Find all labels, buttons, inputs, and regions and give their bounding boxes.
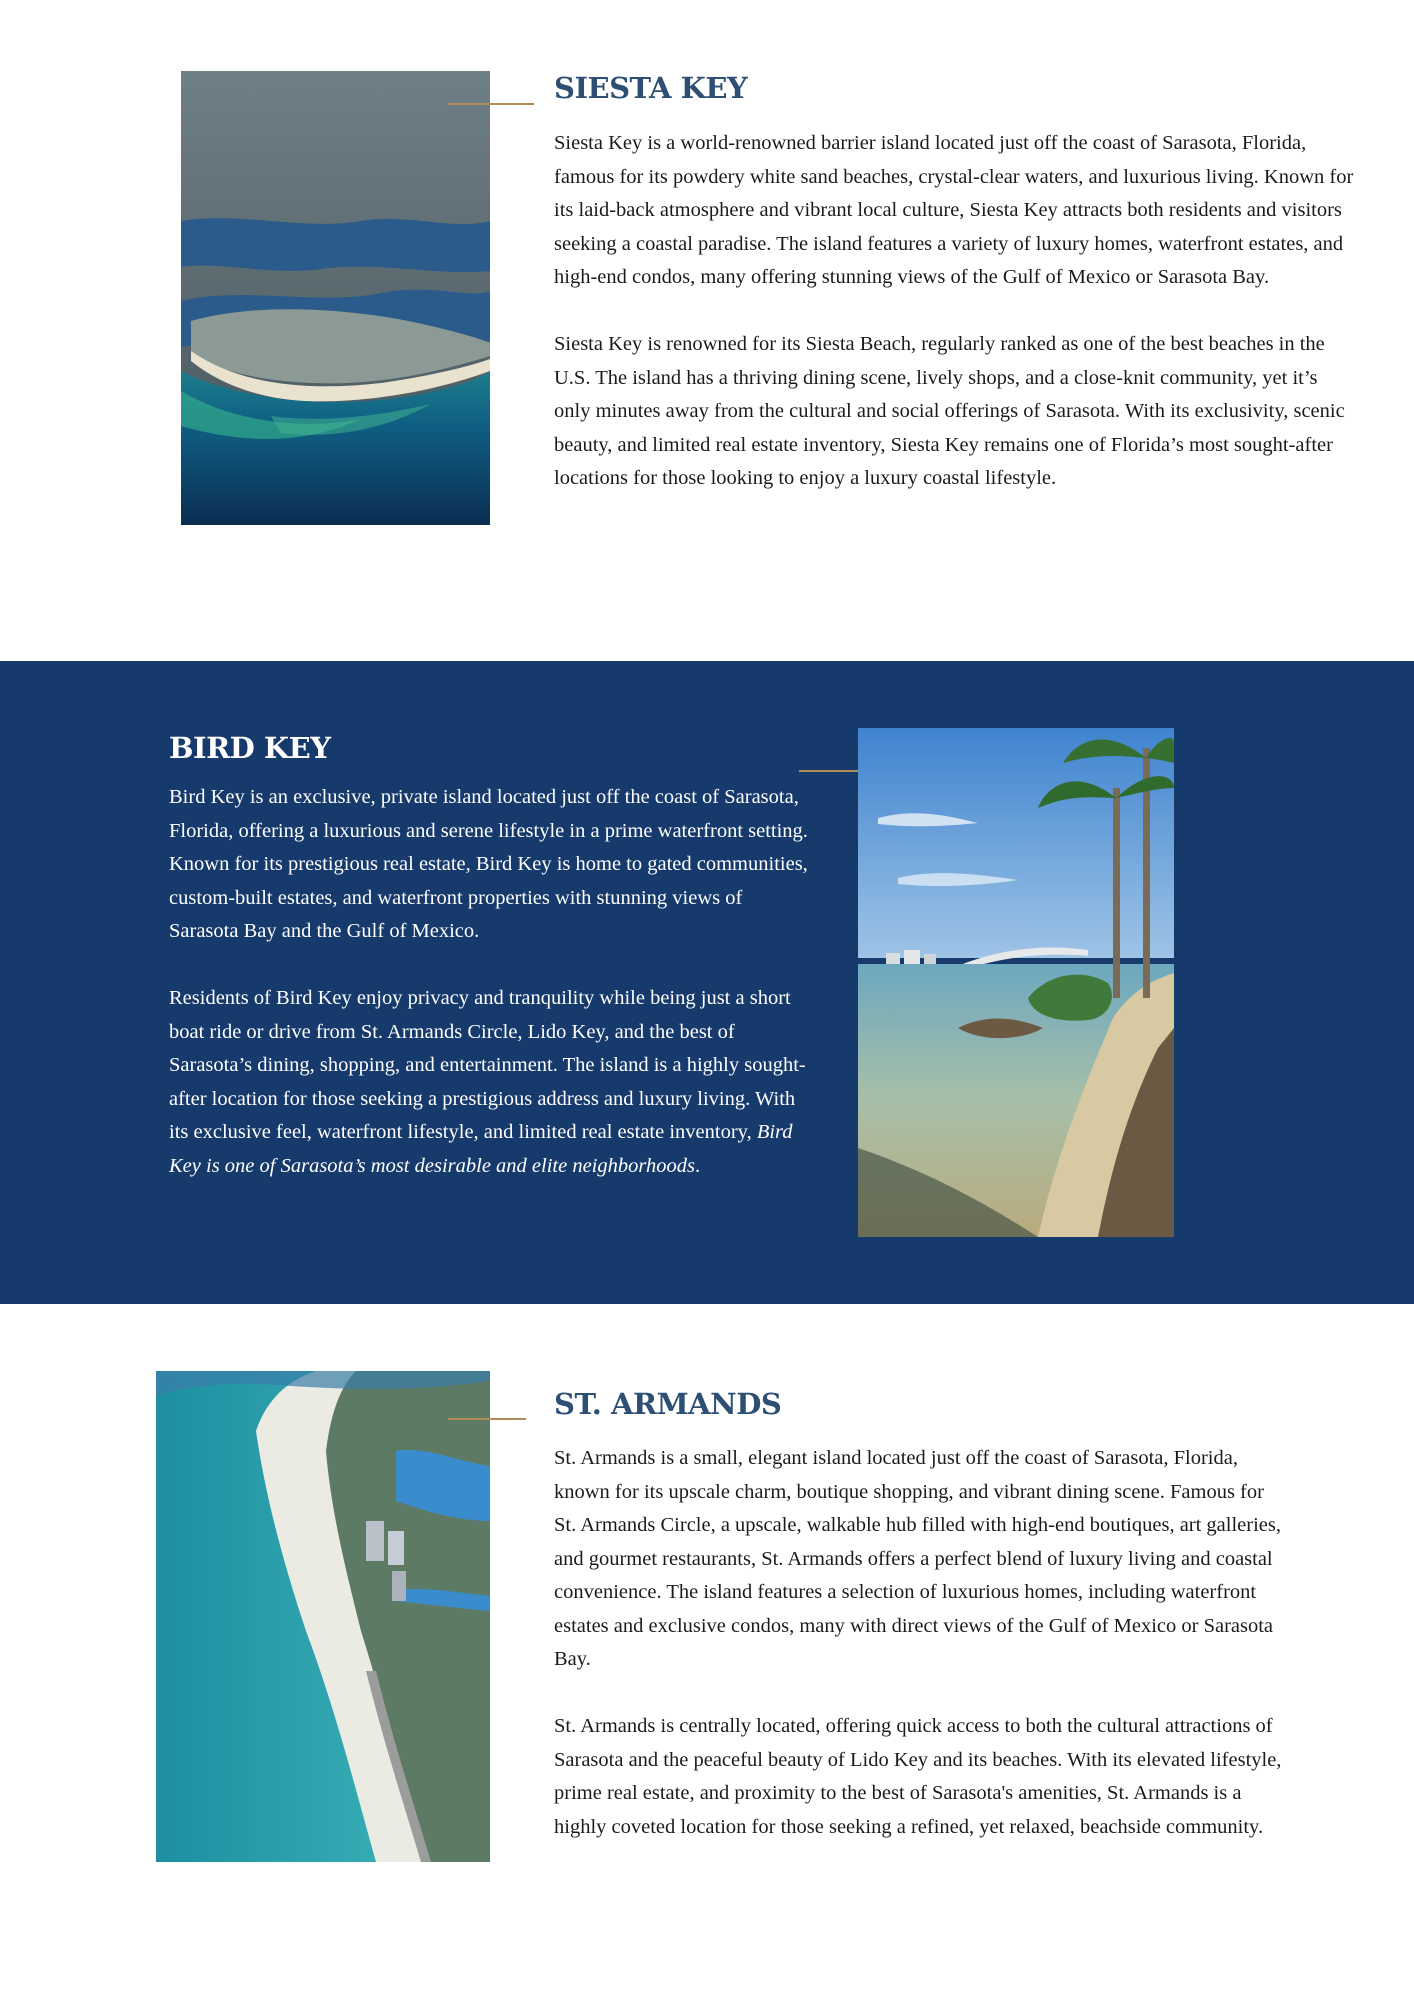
section-body	[169, 781, 809, 1183]
section-title: SIESTA KEY	[554, 71, 748, 105]
paragraph-end: .	[694, 1154, 701, 1177]
paragraph: St. Armands is centrally located, offering quick access to both the cultural attractions of Sarasota and the peaceful beauty of Lido Key and its beaches. With its elevated lifestyle, prime real estate, and proximity to the best of Sarasota's amenities, St. Armands is a highly coveted location for those seeking a refined, yet relaxed, beachside community.	[554, 1715, 1282, 1838]
siesta-key-aerial-photo	[181, 71, 490, 525]
siesta-key-section	[0, 0, 1414, 661]
bird-key-shoreline-photo	[858, 728, 1174, 1237]
emphasized-text: Bird Key is one of Sarasota’s most desirable and elite neighborhoods	[169, 1121, 793, 1177]
accent-rule	[448, 1418, 526, 1420]
section-body	[554, 127, 1354, 496]
bird-key-section	[0, 661, 1414, 1304]
st-armands-aerial-photo	[156, 1371, 490, 1862]
st-armands-section	[0, 1304, 1414, 2000]
paragraph: Siesta Key is renowned for its Siesta Beach, regularly ranked as one of the best beaches in the U.S. The island has a thriving dining scene, lively shops, and a close-knit community, yet it’s only minutes away from the cultural and social offerings of Sarasota. With its exclusivity, scenic beauty, and limited real estate inventory, Siesta Key remains one of Florida’s most sought-after locations for those looking to enjoy a luxury coastal lifestyle.	[554, 333, 1345, 489]
accent-rule	[448, 103, 534, 105]
paragraph: St. Armands is a small, elegant island located just off the coast of Sarasota, Florida, known for its upscale charm, boutique shopping, and vibrant dining scene. Famous for St. Armands Circle, a upscale, walkable hub filled with high-end boutiques, art galleries, and gourmet restaurants, St. Armands offers a perfect blend of luxury living and coastal convenience. The island features a selection of luxurious homes, including waterfront estates and exclusive condos, many with direct views of the Gulf of Mexico or Sarasota Bay.	[554, 1447, 1281, 1670]
paragraph: Bird Key is an exclusive, private island located just off the coast of Sarasota, Florida, offering a luxurious and serene lifestyle in a prime waterfront setting. Known for its prestigious real estate, Bird Key is home to gated communities, custom-built estates, and waterfront properties with stunning views of Sarasota Bay and the Gulf of Mexico.	[169, 786, 808, 942]
section-title: ST. ARMANDS	[554, 1387, 782, 1421]
section-title: BIRD KEY	[169, 731, 331, 765]
paragraph-text: Residents of Bird Key enjoy privacy and tranquility while being just a short boat ride or drive from St. Armands Circle, Lido Key, and the best of Sarasota’s dining, shopping, and entertainment. The island is a highly sought-after location for those seeking a prestigious address and luxury living. With its exclusive feel, waterfront lifestyle, and limited real estate inventory,	[169, 987, 806, 1143]
paragraph	[169, 982, 809, 1183]
section-body	[554, 1442, 1284, 1844]
paragraph: Siesta Key is a world-renowned barrier island located just off the coast of Sarasota, Florida, famous for its powdery white sand beaches, crystal-clear waters, and luxurious living. Known for its laid-back atmosphere and vibrant local culture, Siesta Key attracts both residents and visitors seeking a coastal paradise. The island features a variety of luxury homes, waterfront estates, and high-end condos, many offering stunning views of the Gulf of Mexico or Sarasota Bay.	[554, 132, 1354, 288]
